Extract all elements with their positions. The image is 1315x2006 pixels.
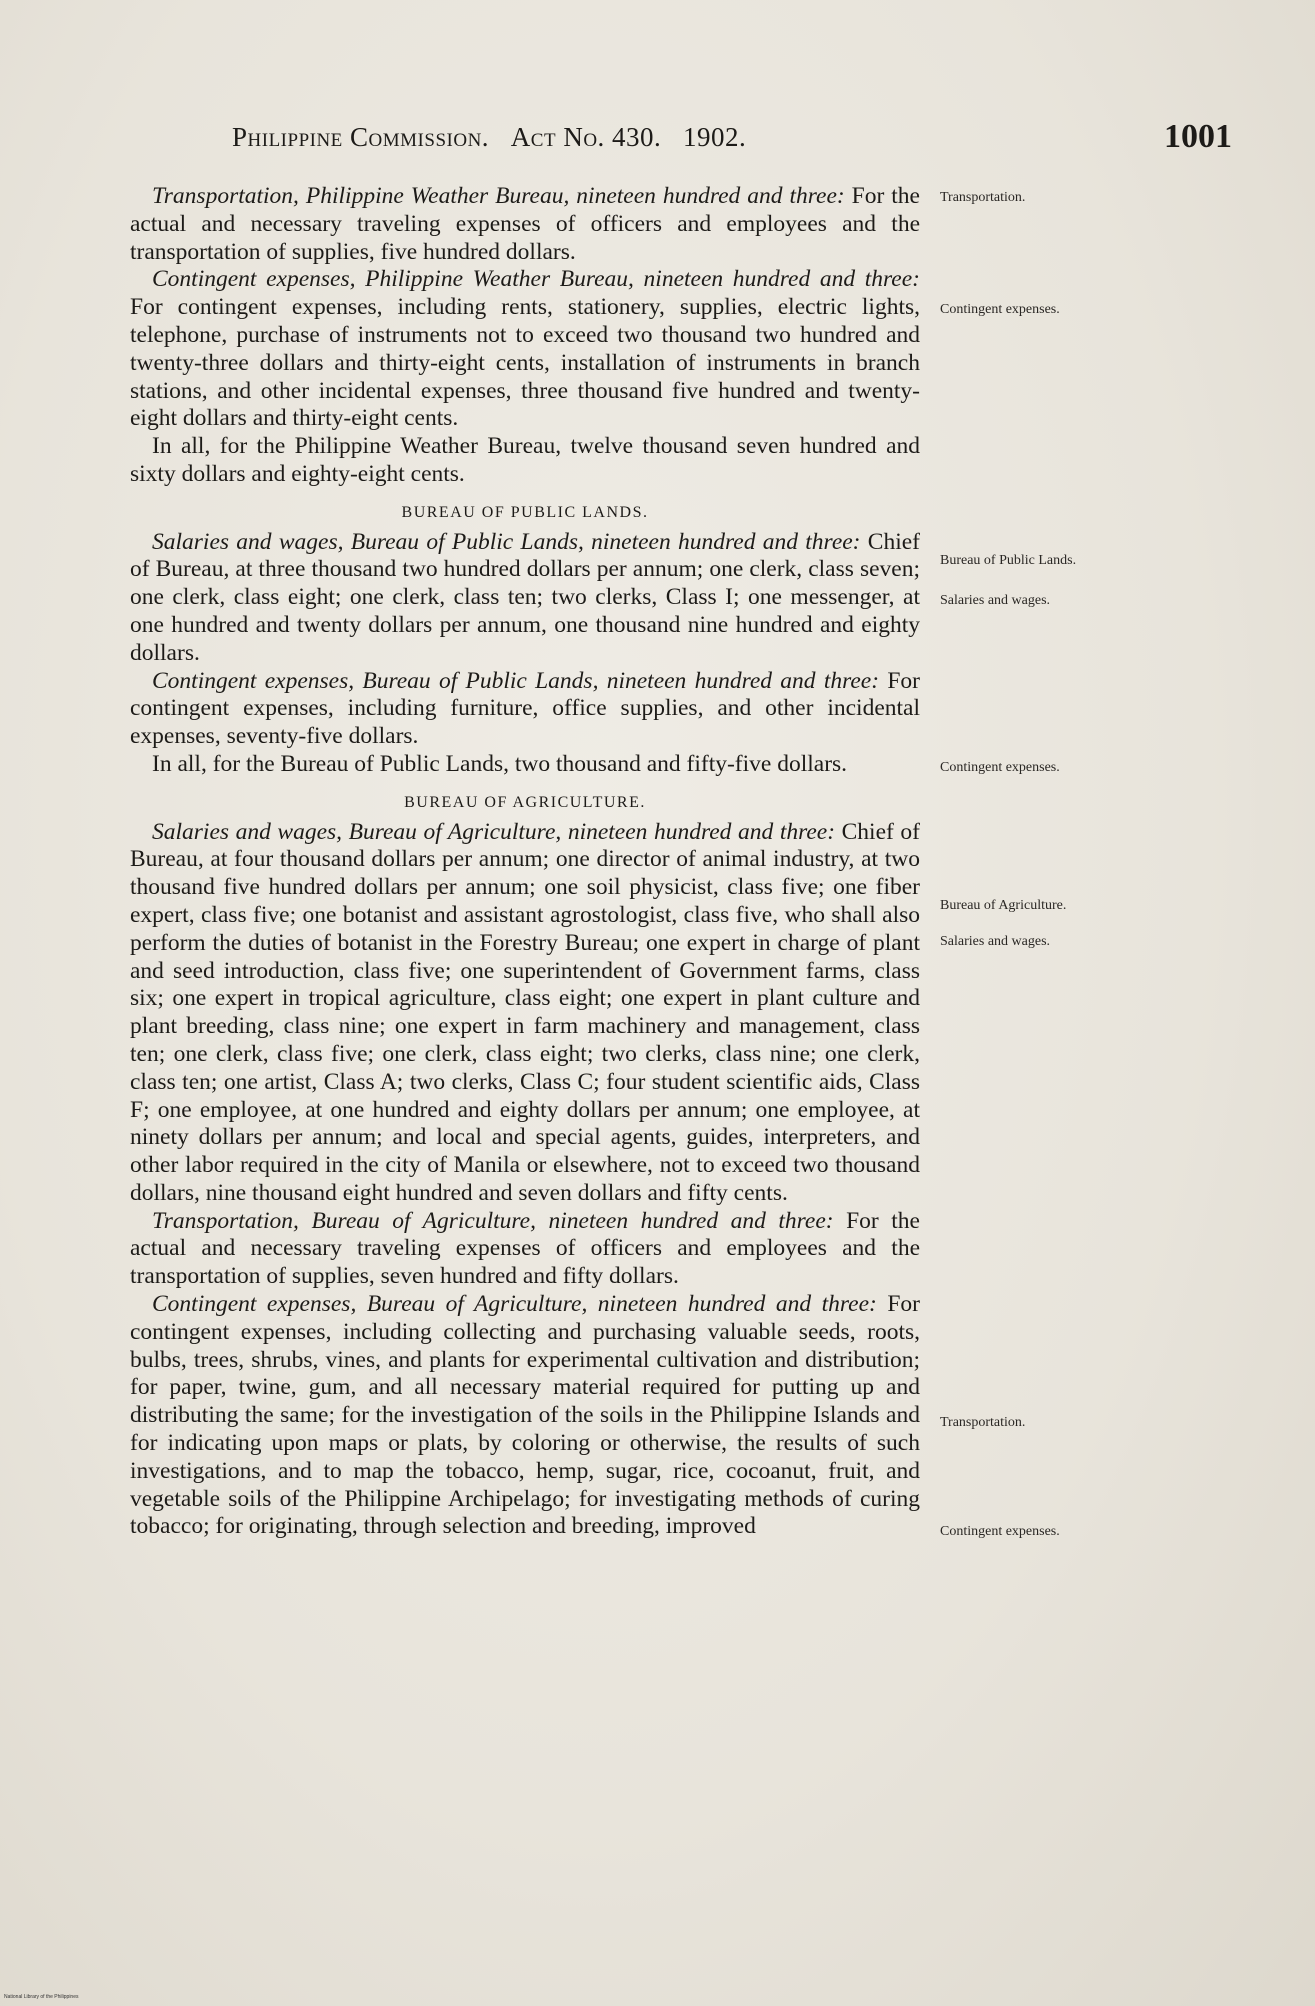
paragraph-text: For contingent expenses, including furniture, office supplies, and other incidental expenses, seventy-five dollars.: [130, 667, 920, 750]
margin-note: Salaries and wages.: [940, 593, 1051, 608]
margin-note: Contingent expenses.: [940, 1524, 1060, 1539]
paragraph-lead: Contingent expenses, Philippine Weather Bureau, nineteen hundred and three:: [152, 266, 920, 293]
header-act: Act No. 430.: [510, 122, 662, 152]
footer-credit: National Library of the Philippines: [4, 1994, 79, 2000]
margin-note: Bureau of Public Lands.: [940, 553, 1077, 568]
paragraph-lead: Contingent expenses, Bureau of Public Lands, nineteen hundred and three:: [152, 667, 880, 694]
body-paragraph: [130, 668, 920, 751]
header-commission: Philippine Commission.: [232, 122, 490, 152]
paragraph-lead: Salaries and wages, Bureau of Agriculture, nineteen hundred and three:: [152, 818, 836, 845]
body-paragraph: [130, 1291, 920, 1541]
body-paragraph: [130, 529, 920, 668]
paragraph-lead: Transportation, Bureau of Agriculture, nineteen hundred and three:: [152, 1207, 834, 1234]
body-paragraph: [130, 1208, 920, 1291]
document-body: [130, 183, 920, 1541]
section-heading: BUREAU OF AGRICULTURE.: [404, 793, 646, 811]
margin-note: Salaries and wages.: [940, 934, 1051, 949]
body-paragraph: [130, 819, 920, 1208]
header-year: 1902.: [683, 122, 747, 152]
margin-note: Transportation.: [940, 190, 1026, 205]
paragraph-text: For contingent expenses, including collecting and purchasing valuable seeds, roots, bulbs, trees, shrubs, vines, and plants for experimental cultivation and distribution; for paper, twine, gum, and all necessary material required for putting up and distributing the same; for the investigation of the soils in the Philippine Islands and for indicating upon maps or plats, by coloring or otherwise, the results of such investigations, and to map the tobacco, hemp, sugar, rice, cocoanut, fruit, and vegetable soils of the Philippine Archipelago; for investigating methods of curing tobacco; for originating, through selection and breeding, improved: [130, 1291, 920, 1540]
paragraph-text: Chief of Bureau, at three thousand two hundred dollars per annum; one clerk, class seven; one clerk, class eight; one clerk, class ten; two clerks, Class I; one messenger, at one hundred and twenty dollars per annum, one thousand nine hundred and eighty dollars.: [130, 528, 921, 666]
page-number: 1001: [1164, 118, 1232, 155]
paragraph-text: For the actual and necessary traveling expenses of officers and employees and the transportation of supplies, five hundred dollars.: [130, 183, 920, 265]
header-title: [232, 122, 746, 153]
paragraph-text: For contingent expenses, including rents, stationery, supplies, electric lights, telephone, purchase of instruments not to exceed two thousand two hundred and twenty-three dollars and thirty-eight cents, installation of instruments in branch stations, and other incidental expenses, three thousand five hundred and twenty-eight dollars and thirty-eight cents.: [130, 294, 920, 432]
margin-note: Contingent expenses.: [940, 302, 1060, 317]
body-paragraph: [130, 433, 920, 489]
margin-note: Bureau of Agriculture.: [940, 898, 1067, 913]
paragraph-text: In all, for the Philippine Weather Bureau, twelve thousand seven hundred and sixty dollars and eighty-eight cents.: [130, 433, 920, 487]
running-header: [232, 118, 1232, 162]
margin-note: Transportation.: [940, 1415, 1026, 1430]
paragraph-lead: Salaries and wages, Bureau of Public Lands, nineteen hundred and three:: [152, 528, 861, 555]
paragraph-text: For the actual and necessary traveling expenses of officers and employees and the transportation of supplies, seven hundred and fifty dollars.: [130, 1207, 920, 1290]
body-paragraph: [130, 266, 920, 433]
body-paragraph: [130, 183, 920, 266]
paragraph-lead: Transportation, Philippine Weather Bureau, nineteen hundred and three:: [152, 183, 845, 209]
body-paragraph: [130, 751, 920, 779]
paragraph-text: Chief of Bureau, at four thousand dollars per annum; one director of animal industry, at two thousand five hundred dollars per annum; one soil physicist, class five; one fiber expert, class five; one botanist and assistant agrostologist, class five, who shall also perform the duties of botanist in the Forestry Bureau; one expert in charge of plant and seed introduction, class five; one superintendent of Government farms, class six; one expert in tropical agriculture, class eight; one expert in plant culture and plant breeding, class nine; one expert in farm machinery and management, class ten; one clerk, class five; one clerk, class eight; two clerks, class nine; one clerk, class ten; one artist, Class A; two clerks, Class C; four student scientific aids, Class F; one employee, at one hundred and eighty dollars per annum; one employee, at ninety dollars per annum; and local and special agents, guides, interpreters, and other labor required in the city of Manila or elsewhere, not to exceed two thousand dollars, nine thousand eight hundred and seven dollars and fifty cents.: [130, 818, 920, 1206]
margin-note: Contingent expenses.: [940, 760, 1060, 775]
paragraph-text: In all, for the Bureau of Public Lands, two thousand and fifty-five dollars.: [152, 750, 848, 777]
paragraph-lead: Contingent expenses, Bureau of Agriculture, nineteen hundred and three:: [152, 1291, 877, 1318]
section-heading: BUREAU OF PUBLIC LANDS.: [401, 503, 649, 521]
